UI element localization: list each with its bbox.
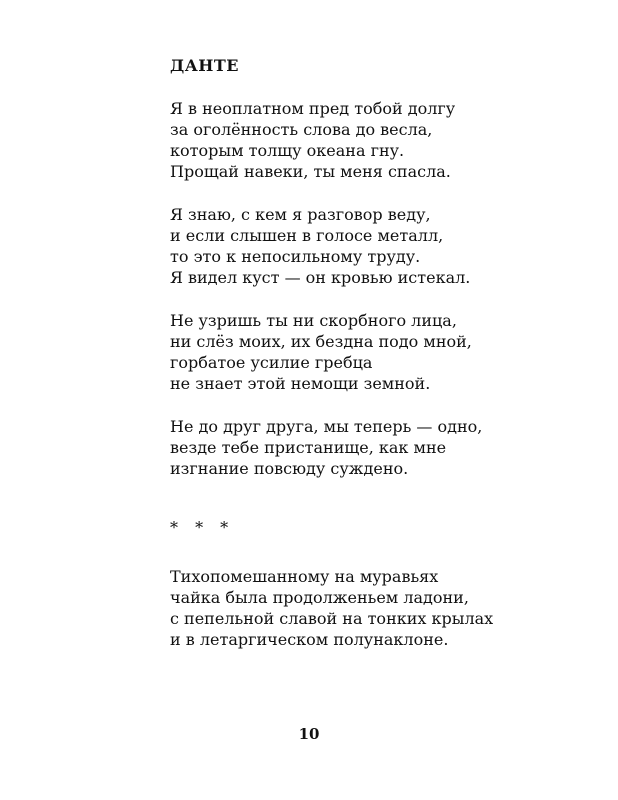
poem-line: Не узришь ты ни скорбного лица, [170,311,457,330]
stanza-1 [170,98,455,182]
poem-line: везде тебе пристанище, как мне [170,438,447,457]
poem-line: за оголённость слова до весла, [170,120,433,139]
stanza-5 [170,566,493,650]
poem-line: чайка была продолженьем ладони, [170,588,469,607]
poem-line: и если слышен в голосе металл, [170,226,444,245]
poem-line: Прощай навеки, ты меня спасла. [170,162,451,181]
poem-line: изгнание повсюду суждено. [170,459,409,478]
stanza-4 [170,416,482,479]
poem-line: которым толщу океана гну. [170,141,405,160]
poem-line: Я знаю, с кем я разговор веду, [170,205,431,224]
poem-title: ДАНТЕ [170,56,239,75]
poem-line: горбатое усилие гребца [170,353,373,372]
poem-line: Тихопомешанному на муравьях [170,567,439,586]
stanza-2 [170,204,470,288]
poem-line: Я в неоплатном пред тобой долгу [170,99,456,118]
poem-line: то это к непосильному труду. [170,247,421,266]
poem-line: Я видел куст — он кровью истекал. [170,268,471,287]
stanza-3 [170,310,472,394]
section-separator: * * * [170,518,235,537]
poem-line: Не до друг друга, мы теперь — одно, [170,417,483,436]
poem-line: ни слёз моих, их бездна подо мной, [170,332,472,351]
poem-line: не знает этой немощи земной. [170,374,431,393]
poem-line: с пепельной славой на тонких крылах [170,609,494,628]
page-number: 10 [298,725,320,743]
poem-line: и в летаргическом полунаклоне. [170,630,449,649]
